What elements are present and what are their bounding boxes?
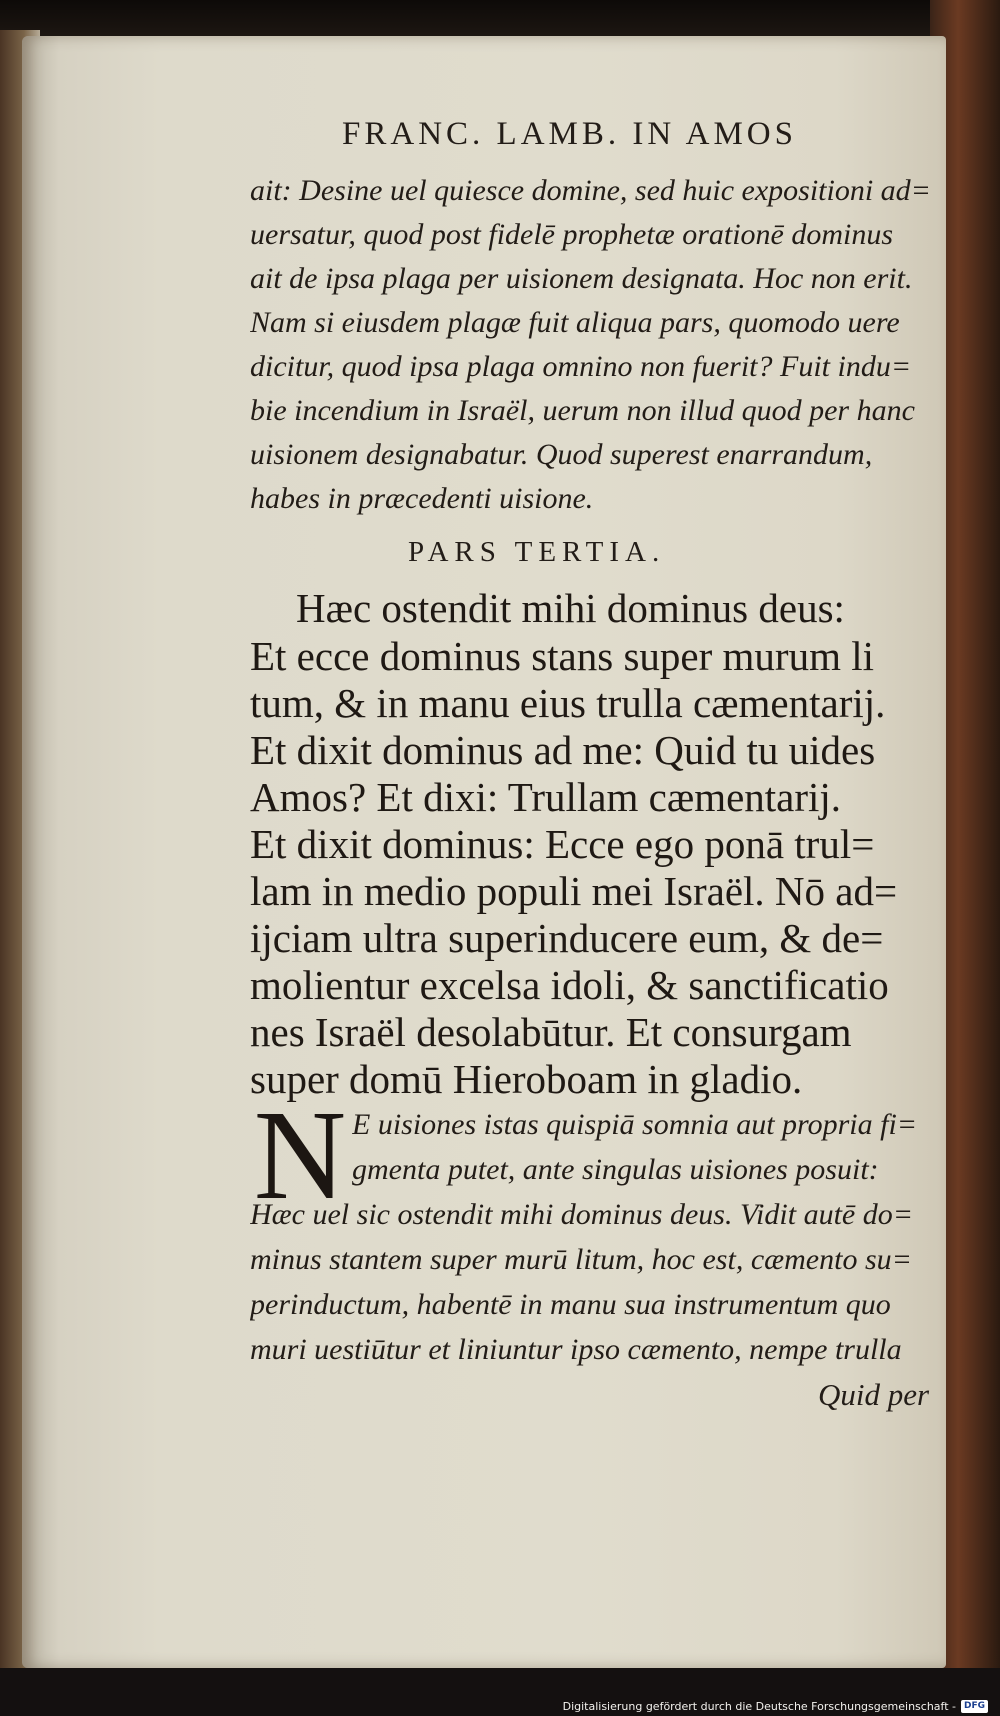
gloss-line: dicitur, quod ipsa plaga omnino non fuerit? Fuit indu= [250, 350, 912, 383]
credit-text: Digitalisierung gefördert durch die Deutsche Forschungsgemeinschaft - [562, 1699, 956, 1713]
catchword: Quid per [818, 1377, 930, 1412]
verse-line: super domū Hieroboam in gladio. [250, 1056, 803, 1102]
section-heading: PARS TERTIA. [408, 536, 666, 568]
commentary-line: E uisiones istas quispiā somnia aut propria fi= [352, 1108, 918, 1141]
verse-line: Et dixit dominus: Ecce ego ponā trul= [250, 821, 875, 867]
gloss-line: uersatur, quod post fidelē prophetæ orationē dominus [250, 218, 894, 251]
commentary-line: muri uestiūtur et liniuntur ipso cæmento, nempe trulla [250, 1333, 902, 1366]
commentary-line: gmenta putet, ante singulas uisiones posuit: [352, 1153, 879, 1186]
drop-cap: N [253, 1084, 347, 1226]
verse-line: nes Israël desolabūtur. Et consurgam [250, 1009, 852, 1055]
verse-line: Hæc ostendit mihi dominus deus: [296, 585, 845, 631]
gloss-line: ait de ipsa plaga per uisionem designata. Hoc non erit. [250, 262, 913, 295]
dfg-logo: DFG [961, 1700, 988, 1713]
gloss-line: uisionem designabatur. Quod superest enarrandum, [250, 438, 873, 471]
gloss-line: ait: Desine uel quiesce domine, sed huic expositioni ad= [250, 174, 931, 207]
verse-line: Et ecce dominus stans super murum li [250, 633, 874, 679]
verse-line: tum, & in manu eius trulla cæmentarij. [250, 680, 886, 726]
verse-line: molientur excelsa idoli, & sanctificatio [250, 962, 889, 1008]
commentary-line: Hæc uel sic ostendit mihi dominus deus. Vidit autē do= [250, 1198, 913, 1231]
verse-line: lam in medio populi mei Israël. Nō ad= [250, 868, 898, 914]
verse-line: Et dixit dominus ad me: Quid tu uides [250, 727, 876, 773]
verse-line: Amos? Et dixi: Trullam cæmentarij. [250, 774, 842, 820]
running-head: FRANC. LAMB. IN AMOS [342, 116, 797, 152]
commentary-line: perinductum, habentē in manu sua instrumentum quo [250, 1288, 891, 1321]
gloss-line: Nam si eiusdem plagæ fuit aliqua pars, quomodo uere [250, 306, 900, 339]
gloss-line: bie incendium in Israël, uerum non illud quod per hanc [250, 394, 915, 427]
digitization-credit [563, 1698, 988, 1714]
commentary-line: minus stantem super murū litum, hoc est, cæmento su= [250, 1243, 912, 1276]
verse-line: ijciam ultra superinducere eum, & de= [250, 915, 884, 961]
gloss-line: habes in præcedenti uisione. [250, 482, 594, 515]
